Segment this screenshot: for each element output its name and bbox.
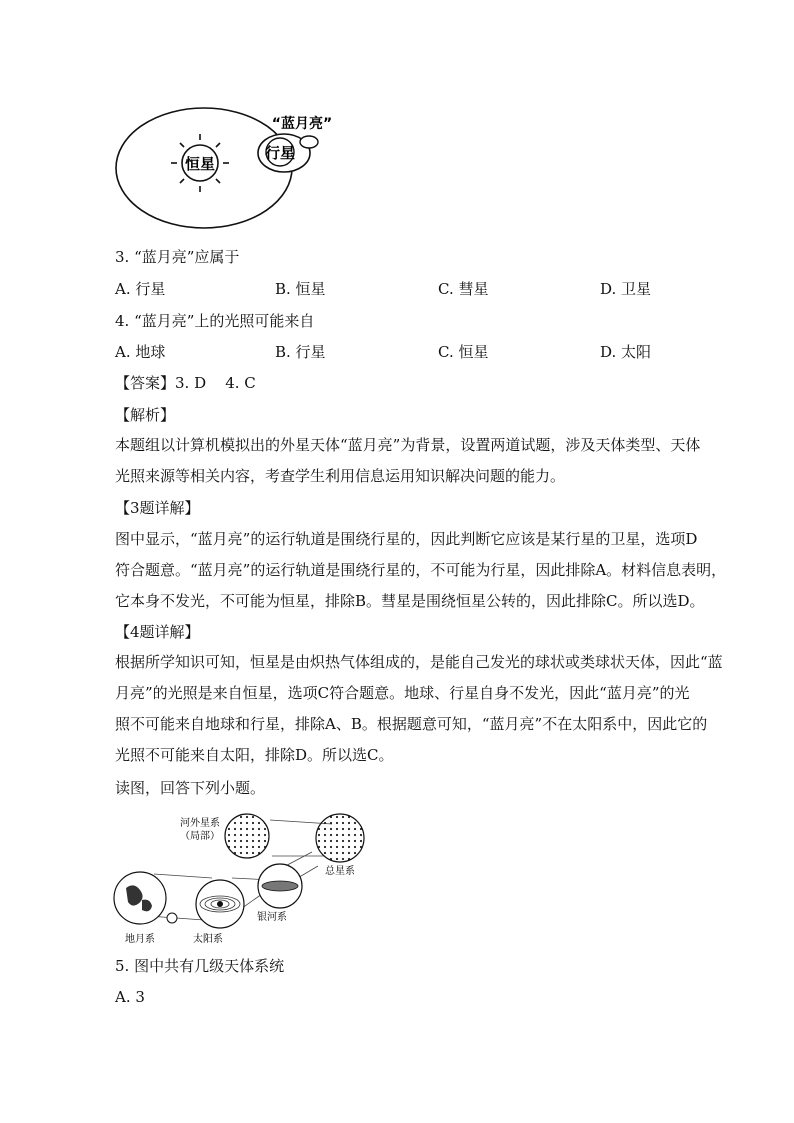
milky-way-disk [262, 881, 298, 891]
q4-option-a: A. 地球 [115, 343, 166, 361]
question-3: 3. “蓝月亮”应属于 [115, 248, 240, 266]
partial-label: （局部） [180, 831, 220, 842]
detail-3-text [115, 524, 727, 617]
answer-line [115, 373, 256, 393]
star-label: 恒星 [184, 155, 216, 173]
q3-option-d: D. 卫星 [600, 280, 652, 298]
moon-icon [167, 913, 177, 923]
earth-moon-label: 地月系 [125, 934, 155, 945]
extragalactic-galaxy-icon [225, 814, 269, 858]
detail-3-line: 它本身不发光，不可能为恒星，排除B。彗星是围绕恒星公转的，因此排除C。所以选D。 [115, 592, 705, 610]
solar-label: 太阳系 [193, 934, 223, 945]
detail-4-line: 月亮”的光照是来自恒星，选项C符合题意。地球、行星自身不发光，因此“蓝月亮”的光 [115, 684, 690, 702]
universe-label: 总星系 [325, 866, 355, 877]
detail-4-line: 照不可能来自地球和行星，排除A、B。根据题意可知，“蓝月亮”不在太阳系中，因此它的 [115, 715, 708, 733]
celestial-systems-diagram [112, 808, 372, 948]
analysis-line: 本题组以计算机模拟出的外星天体“蓝月亮”为背景，设置两道试题，涉及天体类型、天体 [115, 436, 701, 454]
answer-label: 【答案】 [115, 374, 176, 392]
planet-label: 行星 [264, 144, 296, 162]
sun-dot [217, 901, 223, 907]
analysis-line: 光照来源等相关内容，考查学生利用信息运用知识解决问题的能力。 [115, 467, 566, 485]
q4-option-c: C. 恒星 [438, 343, 489, 361]
q3-option-b: B. 恒星 [275, 280, 326, 298]
q4-option-b: B. 行星 [275, 343, 326, 361]
detail-3-label: 【3题详解】 [115, 499, 200, 517]
q3-option-c: C. 彗星 [438, 280, 489, 298]
detail-3-line: 符合题意。“蓝月亮”的运行轨道是围绕行星的，不可能为行星，因此排除A。材料信息表明， [115, 561, 727, 579]
analysis-text [115, 430, 701, 492]
detail-4-line: 光照不可能来自太阳，排除D。所以选C。 [115, 746, 394, 764]
q5-option-a: A. 3 [115, 988, 145, 1006]
blue-moon-body [300, 136, 318, 148]
blue-moon-label: “蓝月亮” [271, 116, 333, 132]
detail-4-text [115, 647, 723, 771]
extragalactic-label: 河外星系 [180, 818, 220, 829]
read-prompt: 读图，回答下列小题。 [115, 779, 266, 797]
universe-icon [316, 814, 364, 862]
orbit-diagram [112, 106, 352, 236]
question-4: 4. “蓝月亮”上的光照可能来自 [115, 312, 315, 330]
question-5: 5. 图中共有几级天体系统 [115, 957, 285, 975]
detail-3-line: 图中显示，“蓝月亮”的运行轨道是围绕行星的，因此判断它应该是某行星的卫星，选项D [115, 530, 698, 548]
q3-option-a: A. 行星 [115, 280, 166, 298]
analysis-label: 【解析】 [115, 406, 176, 424]
galaxy-label: 银河系 [257, 912, 287, 923]
detail-4-label: 【4题详解】 [115, 623, 200, 641]
q4-option-d: D. 太阳 [600, 343, 652, 361]
answer-value: 3. D 4. C [175, 374, 256, 392]
detail-4-line: 根据所学知识可知，恒星是由炽热气体组成的，是能自己发光的球状或类球状天体，因此“蓝 [115, 653, 723, 671]
